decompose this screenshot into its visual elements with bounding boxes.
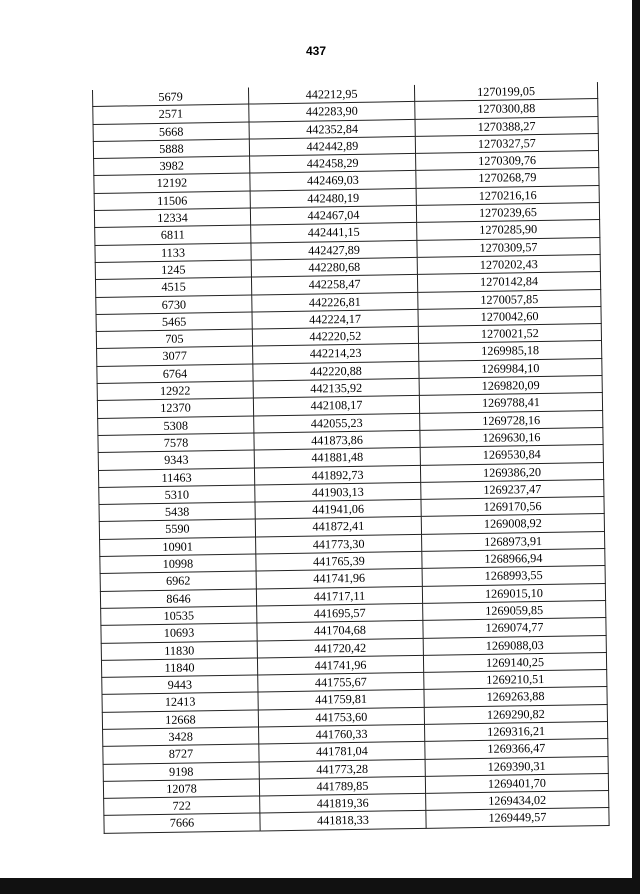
y-coordinate-cell: 1268993,55 bbox=[422, 566, 605, 586]
x-coordinate-cell: 442283,90 bbox=[249, 102, 415, 122]
y-coordinate-cell: 1269263,88 bbox=[424, 687, 607, 707]
point-number-cell: 1133 bbox=[95, 243, 251, 263]
x-coordinate-cell: 441789,85 bbox=[259, 776, 425, 796]
x-coordinate-cell: 441781,04 bbox=[259, 742, 425, 762]
point-number-cell: 11506 bbox=[94, 191, 250, 211]
coordinates-table bbox=[92, 82, 610, 834]
x-coordinate-cell: 442427,89 bbox=[251, 240, 417, 260]
point-number-cell: 6962 bbox=[100, 571, 256, 591]
point-number-cell: 10998 bbox=[100, 554, 256, 574]
point-number-cell: 12922 bbox=[97, 381, 253, 401]
scan-edge-bottom bbox=[0, 878, 640, 894]
page-number: 437 bbox=[305, 44, 327, 58]
x-coordinate-cell: 441941,06 bbox=[255, 500, 421, 520]
point-number-cell: 12192 bbox=[94, 174, 250, 194]
x-coordinate-cell: 442442,89 bbox=[249, 136, 415, 156]
x-coordinate-cell: 441903,13 bbox=[255, 482, 421, 502]
point-number-cell: 6764 bbox=[97, 364, 253, 384]
y-coordinate-cell: 1269449,57 bbox=[426, 808, 609, 828]
point-number-cell: 7578 bbox=[98, 433, 254, 453]
point-number-cell: 5679 bbox=[92, 88, 248, 107]
point-number-cell: 5465 bbox=[96, 312, 252, 332]
y-coordinate-cell: 1270142,84 bbox=[417, 272, 600, 292]
y-coordinate-cell: 1269630,16 bbox=[420, 427, 603, 447]
point-number-cell: 3982 bbox=[94, 156, 250, 176]
x-coordinate-cell: 441741,96 bbox=[257, 655, 423, 675]
y-coordinate-cell: 1270199,05 bbox=[414, 82, 597, 102]
point-number-cell: 11840 bbox=[101, 658, 257, 678]
point-number-cell: 6811 bbox=[95, 225, 251, 245]
x-coordinate-cell: 441881,48 bbox=[254, 448, 420, 468]
y-coordinate-cell: 1269170,56 bbox=[421, 497, 604, 517]
y-coordinate-cell: 1270268,79 bbox=[416, 168, 599, 188]
y-coordinate-cell: 1270309,57 bbox=[417, 237, 600, 257]
x-coordinate-cell: 441741,96 bbox=[256, 569, 422, 589]
x-coordinate-cell: 441818,33 bbox=[260, 811, 426, 831]
y-coordinate-cell: 1269728,16 bbox=[420, 410, 603, 430]
y-coordinate-cell: 1270388,27 bbox=[415, 116, 598, 136]
x-coordinate-cell: 442467,04 bbox=[250, 205, 416, 225]
point-number-cell: 1245 bbox=[95, 260, 251, 280]
x-coordinate-cell: 441755,67 bbox=[258, 672, 424, 692]
y-coordinate-cell: 1269434,02 bbox=[426, 791, 609, 811]
point-number-cell: 7666 bbox=[104, 813, 260, 833]
point-number-cell: 10901 bbox=[100, 537, 256, 557]
point-number-cell: 9443 bbox=[102, 675, 258, 695]
y-coordinate-cell: 1269401,70 bbox=[425, 773, 608, 793]
y-coordinate-cell: 1269059,85 bbox=[423, 600, 606, 620]
x-coordinate-cell: 442135,92 bbox=[253, 378, 419, 398]
point-number-cell: 2571 bbox=[93, 104, 249, 124]
x-coordinate-cell: 441819,36 bbox=[260, 794, 426, 814]
point-number-cell: 5668 bbox=[93, 122, 249, 142]
point-number-cell: 5590 bbox=[99, 519, 255, 539]
x-coordinate-cell: 441773,30 bbox=[256, 534, 422, 554]
point-number-cell: 3428 bbox=[103, 727, 259, 747]
x-coordinate-cell: 442226,81 bbox=[252, 292, 418, 312]
y-coordinate-cell: 1270057,85 bbox=[418, 289, 601, 309]
y-coordinate-cell: 1270021,52 bbox=[418, 324, 601, 344]
y-coordinate-cell: 1269386,20 bbox=[420, 462, 603, 482]
point-number-cell: 10535 bbox=[101, 606, 257, 626]
y-coordinate-cell: 1269290,82 bbox=[424, 704, 607, 724]
y-coordinate-cell: 1270327,57 bbox=[415, 133, 598, 153]
point-number-cell: 12668 bbox=[102, 710, 258, 730]
point-number-cell: 705 bbox=[96, 329, 252, 349]
x-coordinate-cell: 442352,84 bbox=[249, 119, 415, 139]
x-coordinate-cell: 442220,52 bbox=[252, 327, 418, 347]
x-coordinate-cell: 441704,68 bbox=[257, 621, 423, 641]
point-number-cell: 10693 bbox=[101, 623, 257, 643]
x-coordinate-cell: 442214,23 bbox=[253, 344, 419, 364]
y-coordinate-cell: 1269140,25 bbox=[423, 652, 606, 672]
y-coordinate-cell: 1270285,90 bbox=[417, 220, 600, 240]
point-number-cell: 3077 bbox=[97, 346, 253, 366]
x-coordinate-cell: 441892,73 bbox=[254, 465, 420, 485]
y-coordinate-cell: 1269316,21 bbox=[425, 721, 608, 741]
x-coordinate-cell: 442458,29 bbox=[250, 154, 416, 174]
coordinates-table-wrapper bbox=[92, 82, 609, 834]
point-number-cell: 12078 bbox=[103, 779, 259, 799]
point-number-cell: 9198 bbox=[103, 762, 259, 782]
y-coordinate-cell: 1269530,84 bbox=[420, 445, 603, 465]
point-number-cell: 8727 bbox=[103, 744, 259, 764]
point-number-cell: 4515 bbox=[95, 277, 251, 297]
coordinates-table-body bbox=[92, 82, 609, 833]
y-coordinate-cell: 1270042,60 bbox=[418, 306, 601, 326]
point-number-cell: 12370 bbox=[97, 398, 253, 418]
point-number-cell: 5438 bbox=[99, 502, 255, 522]
x-coordinate-cell: 442108,17 bbox=[253, 396, 419, 416]
x-coordinate-cell: 442055,23 bbox=[254, 413, 420, 433]
scan-edge-right bbox=[632, 0, 640, 894]
y-coordinate-cell: 1269984,10 bbox=[419, 358, 602, 378]
x-coordinate-cell: 441753,60 bbox=[258, 707, 424, 727]
x-coordinate-cell: 442220,88 bbox=[253, 361, 419, 381]
y-coordinate-cell: 1269210,51 bbox=[424, 670, 607, 690]
x-coordinate-cell: 442469,03 bbox=[250, 171, 416, 191]
y-coordinate-cell: 1269074,77 bbox=[423, 618, 606, 638]
x-coordinate-cell: 441872,41 bbox=[255, 517, 421, 537]
y-coordinate-cell: 1269390,31 bbox=[425, 756, 608, 776]
x-coordinate-cell: 441759,81 bbox=[258, 690, 424, 710]
y-coordinate-cell: 1270300,88 bbox=[415, 99, 598, 119]
x-coordinate-cell: 441720,42 bbox=[257, 638, 423, 658]
y-coordinate-cell: 1269088,03 bbox=[423, 635, 606, 655]
y-coordinate-cell: 1268973,91 bbox=[422, 531, 605, 551]
x-coordinate-cell: 442212,95 bbox=[248, 85, 414, 104]
point-number-cell: 11830 bbox=[101, 640, 257, 660]
y-coordinate-cell: 1270309,76 bbox=[416, 151, 599, 171]
x-coordinate-cell: 442224,17 bbox=[252, 309, 418, 329]
point-number-cell: 6730 bbox=[96, 295, 252, 315]
y-coordinate-cell: 1269008,92 bbox=[421, 514, 604, 534]
y-coordinate-cell: 1269237,47 bbox=[421, 479, 604, 499]
x-coordinate-cell: 442480,19 bbox=[250, 188, 416, 208]
x-coordinate-cell: 442441,15 bbox=[251, 223, 417, 243]
y-coordinate-cell: 1269985,18 bbox=[419, 341, 602, 361]
point-number-cell: 12413 bbox=[102, 692, 258, 712]
y-coordinate-cell: 1269788,41 bbox=[419, 393, 602, 413]
y-coordinate-cell: 1269015,10 bbox=[422, 583, 605, 603]
y-coordinate-cell: 1270202,43 bbox=[417, 255, 600, 275]
x-coordinate-cell: 442258,47 bbox=[251, 275, 417, 295]
y-coordinate-cell: 1268966,94 bbox=[422, 549, 605, 569]
y-coordinate-cell: 1269366,47 bbox=[425, 739, 608, 759]
x-coordinate-cell: 441765,39 bbox=[256, 551, 422, 571]
point-number-cell: 8646 bbox=[100, 589, 256, 609]
y-coordinate-cell: 1270216,16 bbox=[416, 185, 599, 205]
point-number-cell: 722 bbox=[104, 796, 260, 816]
x-coordinate-cell: 441760,33 bbox=[259, 724, 425, 744]
point-number-cell: 11463 bbox=[98, 468, 254, 488]
x-coordinate-cell: 442280,68 bbox=[251, 257, 417, 277]
y-coordinate-cell: 1269820,09 bbox=[419, 376, 602, 396]
x-coordinate-cell: 441695,57 bbox=[257, 603, 423, 623]
point-number-cell: 5888 bbox=[93, 139, 249, 159]
point-number-cell: 5310 bbox=[99, 485, 255, 505]
x-coordinate-cell: 441717,11 bbox=[256, 586, 422, 606]
point-number-cell: 12334 bbox=[94, 208, 250, 228]
x-coordinate-cell: 441773,28 bbox=[259, 759, 425, 779]
point-number-cell: 5308 bbox=[98, 416, 254, 436]
x-coordinate-cell: 441873,86 bbox=[254, 430, 420, 450]
y-coordinate-cell: 1270239,65 bbox=[416, 203, 599, 223]
point-number-cell: 9343 bbox=[98, 450, 254, 470]
